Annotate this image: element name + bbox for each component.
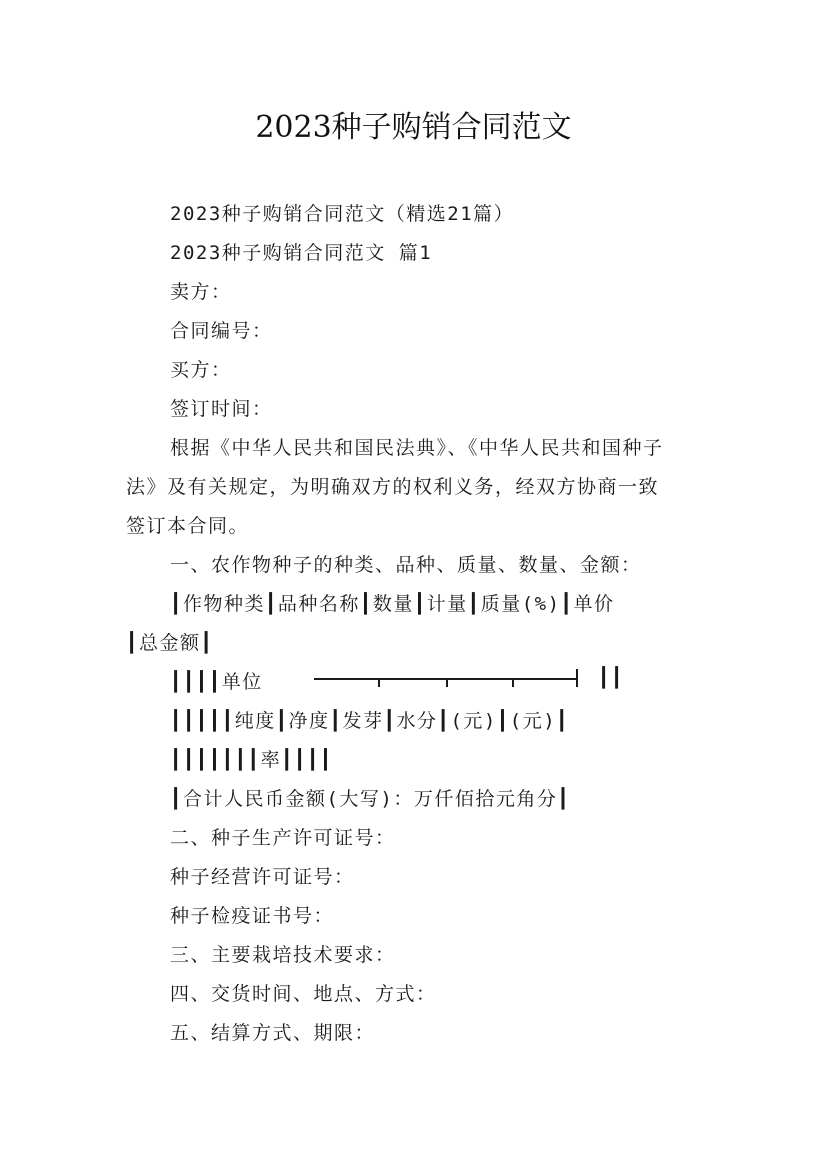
table-rate-row: ┃┃┃┃┃┃┃率┃┃┃┃ [170, 749, 333, 771]
table-rule-tick [512, 678, 514, 687]
table-unit-row: ┃┃┃┃单位 [170, 671, 263, 693]
table-total-row: ┃合计人民币金额(大写)：万仟佰拾元角分┃ [170, 788, 571, 810]
field-signing-time: 签订时间： [170, 398, 273, 420]
table-unit-row-end: ┃┃ [598, 667, 624, 689]
paragraph-preamble-line-3: 签订本合同。 [126, 515, 250, 537]
field-quarantine-cert: 种子检疫证书号： [170, 905, 335, 927]
paragraph-subtitle: 2023种子购销合同范文（精选21篇） [170, 203, 515, 225]
table-rule-tick [378, 678, 380, 687]
table-header-row-cont: ┃总金额┃ [126, 632, 214, 654]
clause-4-heading: 四、交货时间、地点、方式： [170, 983, 437, 1005]
table-header-row: ┃作物种类┃品种名称┃数量┃计量┃质量(%)┃单价 [170, 593, 615, 615]
paragraph-section-heading: 2023种子购销合同范文 篇1 [170, 242, 433, 264]
table-quality-row: ┃┃┃┃┃纯度┃净度┃发芽┃水分┃(元)┃(元)┃ [170, 710, 570, 732]
clause-2-heading: 二、种子生产许可证号： [170, 827, 396, 849]
clause-3-heading: 三、主要栽培技术要求： [170, 944, 396, 966]
table-rule-tick [576, 669, 578, 687]
clause-5-heading: 五、结算方式、期限： [170, 1022, 376, 1044]
field-buyer: 买方： [170, 359, 232, 381]
paragraph-preamble-line-1: 根据《中华人民共和国民法典》、《中华人民共和国种子 [170, 437, 664, 459]
field-seller: 卖方： [170, 281, 232, 303]
field-business-license: 种子经营许可证号： [170, 866, 355, 888]
clause-1-heading: 一、农作物种子的种类、品种、质量、数量、金额： [170, 554, 642, 576]
document-title: 2023种子购销合同范文 [255, 110, 572, 145]
table-rule-tick [446, 678, 448, 687]
paragraph-preamble-line-2: 法》及有关规定，为明确双方的权利义务，经双方协商一致 [126, 476, 660, 498]
field-contract-number: 合同编号： [170, 320, 273, 342]
